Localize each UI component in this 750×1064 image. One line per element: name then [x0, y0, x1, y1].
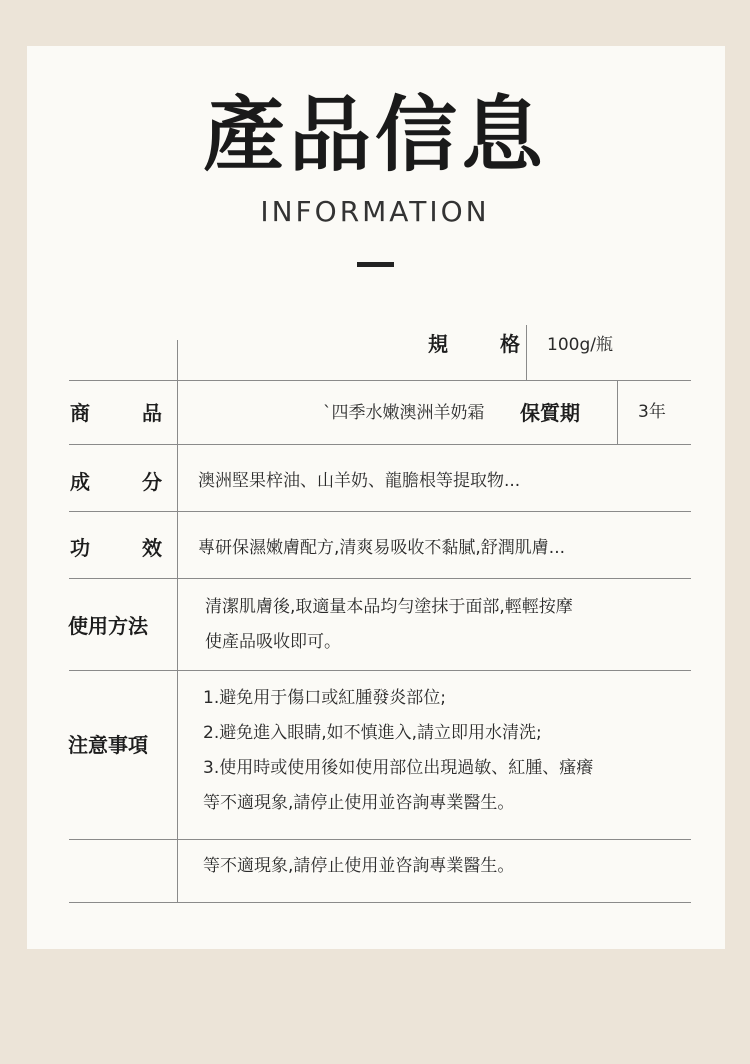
title-divider [357, 262, 394, 267]
spec-value: 100g/瓶 [547, 335, 613, 355]
usage-line: 清潔肌膚後,取適量本品均勻塗抹于面部,輕輕按摩 [205, 597, 573, 617]
shelf-life-label: 保質期 [520, 401, 580, 425]
cautions-text [203, 681, 593, 821]
spec-label: 規 格 [428, 332, 520, 356]
shelf-life-value: 3年 [638, 402, 666, 422]
row-divider [69, 670, 691, 671]
spec-value-divider [526, 325, 527, 380]
ingredients-value: 澳洲堅果梓油、山羊奶、龍膽根等提取物... [198, 471, 521, 491]
caution-line: 等不適現象,請停止使用並咨詢專業醫生。 [203, 793, 515, 813]
row-divider [69, 902, 691, 903]
page-subtitle: INFORMATION [260, 195, 490, 228]
label-column-divider [177, 340, 178, 902]
product-value: `四季水嫩澳洲羊奶霜 [323, 403, 485, 423]
row-divider [69, 511, 691, 512]
efficacy-label: 功 效 [70, 536, 162, 560]
product-label: 商 品 [70, 401, 162, 425]
row-divider [69, 839, 691, 840]
cautions-label: 注意事項 [68, 733, 148, 757]
caution-line: 2.避免進入眼睛,如不慎進入,請立即用水清洗; [203, 723, 542, 743]
page-title: 產品信息 [202, 88, 547, 183]
caution-line: 3.使用時或使用後如使用部位出現過敏、紅腫、瘙癢 [203, 758, 594, 778]
row-divider [69, 380, 691, 381]
row-divider [69, 578, 691, 579]
row-divider [69, 444, 691, 445]
extra-value: 等不適現象,請停止使用並咨詢專業醫生。 [203, 856, 515, 876]
ingredients-label: 成 分 [70, 470, 162, 494]
usage-label: 使用方法 [68, 614, 148, 638]
efficacy-value: 專研保濕嫩膚配方,清爽易吸收不黏膩,舒潤肌膚... [198, 538, 566, 558]
shelf-life-divider [617, 381, 618, 444]
caution-line: 1.避免用于傷口或紅腫發炎部位; [203, 688, 446, 708]
usage-line: 使產品吸收即可。 [205, 632, 341, 652]
usage-text [205, 590, 573, 660]
